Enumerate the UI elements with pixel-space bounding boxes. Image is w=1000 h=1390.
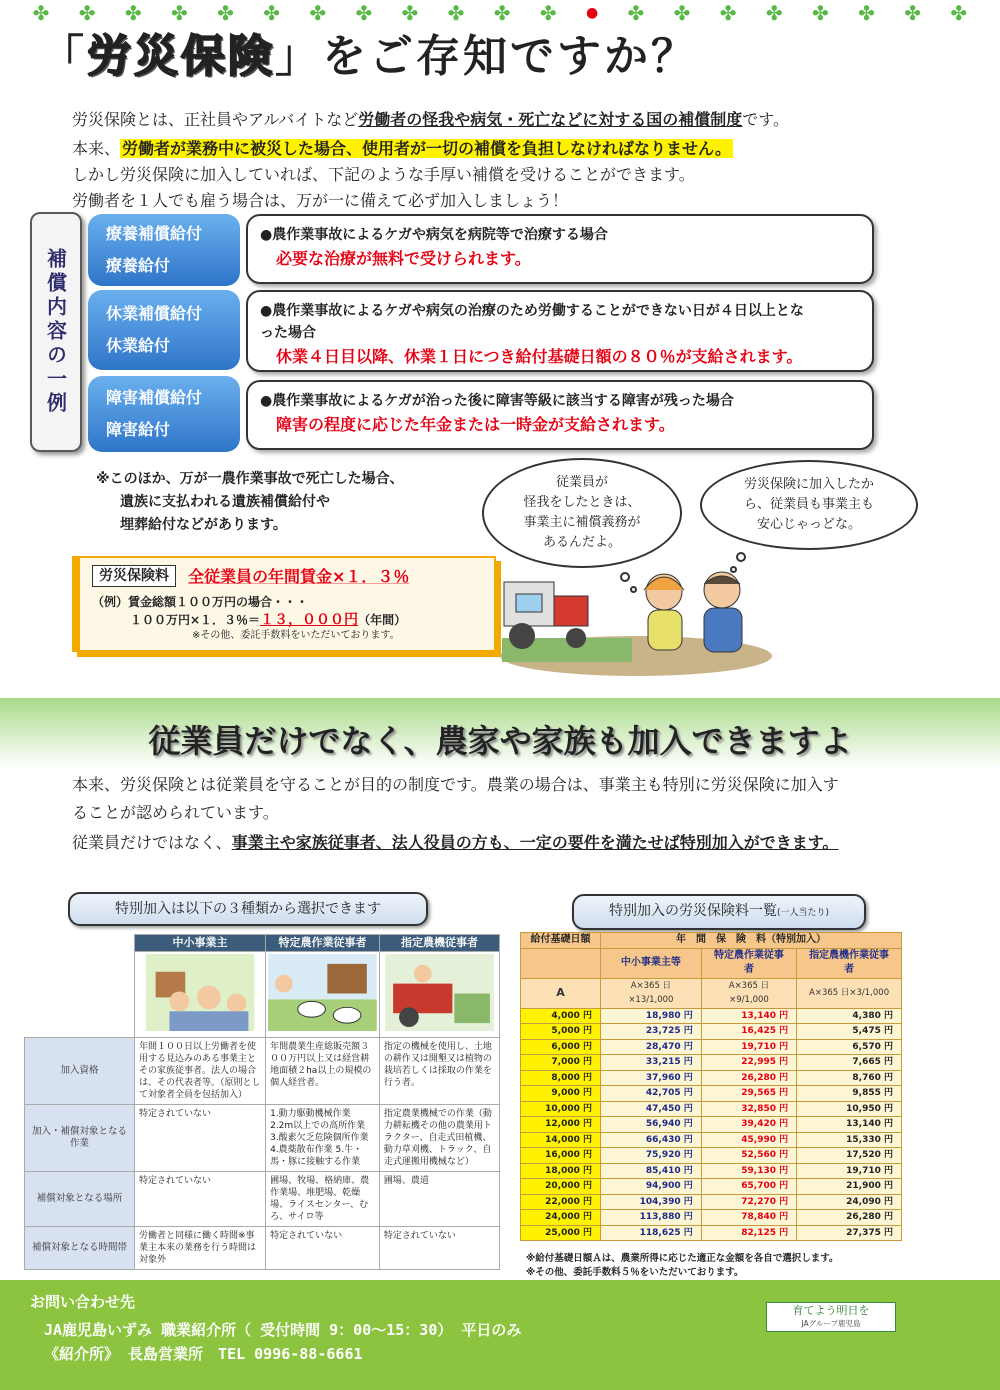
- table-cell: 労働者と同様に働く時間※事業主本来の業務を行う時間は対象外: [135, 1227, 266, 1270]
- table-cell: 5,475 円: [797, 1024, 902, 1040]
- ja-logo: 育てよう明日を JAグループ鹿児島: [766, 1302, 896, 1332]
- clover-icon: ✤: [719, 1, 737, 25]
- table-row: [521, 1132, 902, 1148]
- table-cell: 12,000 円: [521, 1117, 601, 1133]
- table-cell: 33,215 円: [601, 1055, 702, 1071]
- table-cell: 42,705 円: [601, 1086, 702, 1102]
- table-cell: 118,625 円: [601, 1225, 702, 1241]
- contact-line-1: JA鹿児島いずみ 職業紹介所（ 受付時間 9：00～15：30） 平日のみ: [44, 1321, 522, 1339]
- clover-icon: ✤: [904, 1, 921, 25]
- table-cell: 年間１００日以上労働者を使用する見込みのある事業主とその家族従事者。法人の場合は、その代表者等。（原則として対象者全員を包括加入）: [135, 1038, 266, 1105]
- premium-rate-table: [520, 932, 902, 1241]
- table-cell: 17,520 円: [797, 1148, 902, 1164]
- intro-line-2: 本来、 労働者が業務中に被災した場合、使用者が一切の補償を負担しなければなりません。: [72, 139, 731, 158]
- table-cell: 26,280 円: [701, 1070, 796, 1086]
- table-cell: 45,990 円: [701, 1132, 796, 1148]
- clover-icon: ✤: [32, 1, 50, 25]
- formula-header: A×365 日×9/1,000: [701, 978, 796, 1008]
- clover-icon: ✤: [401, 1, 419, 25]
- table-cell: 82,125 円: [701, 1225, 796, 1241]
- table-cell: 特定されていない: [379, 1227, 499, 1270]
- benefit-box-leave: ●農作業事故によるケガや病気の治療のため労働することができない日が４日以上とな った場合 休業４日目以降、休業１日につき給付基礎日額の８０％が支給されます。: [246, 290, 874, 372]
- table-cell: 113,880 円: [601, 1210, 702, 1226]
- table-cell: 年間農業生産総販売額３００万円以上又は経営耕地面積２ha以上の規模の個人経営者。: [266, 1038, 380, 1105]
- table-cell: 特定されていない: [135, 1105, 266, 1172]
- table-cell: 56,940 円: [601, 1117, 702, 1133]
- header-annual-premium: 年 間 保 険 料（特別加入）: [601, 933, 902, 949]
- table-cell: 14,000 円: [521, 1132, 601, 1148]
- table-cell: 47,450 円: [601, 1101, 702, 1117]
- ladybug-icon: ●: [585, 5, 599, 21]
- table-cell: 19,710 円: [797, 1163, 902, 1179]
- table-cell: 特定されていない: [135, 1172, 266, 1227]
- clover-icon: ✤: [124, 1, 142, 25]
- table-cell: 20,000 円: [521, 1179, 601, 1195]
- intro-line-1: 労災保険とは、正社員やアルバイトなど労働者の怪我や病気・死亡などに対する国の補償制度です。: [72, 110, 789, 129]
- table-cell: 5,000 円: [521, 1024, 601, 1040]
- clover-icon: ✤: [355, 1, 373, 25]
- benefit-label-disability: 障害補償給付 障害給付: [88, 376, 240, 452]
- woman-farmer-icon: [644, 574, 684, 650]
- table-row: [521, 1086, 902, 1102]
- table-cell: 24,090 円: [797, 1194, 902, 1210]
- table-cell: 18,000 円: [521, 1163, 601, 1179]
- benefit-label-medical: 療養補償給付 療養給付: [88, 214, 240, 286]
- table-cell: 圃場、牧場、格納庫、農作業場、堆肥場、乾燥場、ライスセンター、むろ、サイロ等: [266, 1172, 380, 1227]
- column-header: 特定農作業従事者: [701, 948, 796, 978]
- contact-title: お問い合わせ先: [30, 1293, 136, 1311]
- table-cell: 15,330 円: [797, 1132, 902, 1148]
- header-a: A: [521, 978, 601, 1008]
- row-header: 補償対象となる場所: [25, 1172, 135, 1227]
- table-cell: 75,920 円: [601, 1148, 702, 1164]
- clover-icon: ✤: [627, 1, 645, 25]
- clover-icon: ✤: [950, 1, 968, 25]
- table-row: [521, 1179, 902, 1195]
- premium-formula: 全従業員の年間賃金×１．３％: [188, 567, 410, 586]
- premium-box: [72, 556, 496, 652]
- table-cell: 4,000 円: [521, 1008, 601, 1024]
- contact-line-2: 《紹介所》 長島営業所 TEL 0996-88-6661: [44, 1345, 363, 1363]
- table-cell: 7,665 円: [797, 1055, 902, 1071]
- title-highlight: 労災保険: [87, 31, 275, 82]
- table-cell: 19,710 円: [701, 1039, 796, 1055]
- table-cell: 22,000 円: [521, 1194, 601, 1210]
- benefits-side-label: 補償内容の一例: [30, 212, 82, 452]
- premium-table-notes: ※給付基礎日額Ａは、農業所得に応じた適正な金額を各自で選択します。 ※その他、委託手数料５％をいただいております。: [526, 1253, 839, 1278]
- table-cell: 28,470 円: [601, 1039, 702, 1055]
- table-cell: 1.動力駆動機械作業 2.2m以上での高所作業 3.酸素欠乏危険個所作業 4.農薬散布作業 5.牛・馬・豚に接触する作業: [266, 1105, 380, 1172]
- clover-icon: ✤: [447, 1, 465, 25]
- man-farmer-icon: [704, 572, 742, 652]
- table-cell: 6,570 円: [797, 1039, 902, 1055]
- speech-bubble-right: 労災保険に加入したか ら、従業員も事業主も 安心じゃっどな。: [700, 460, 918, 550]
- table-cell: 9,000 円: [521, 1086, 601, 1102]
- table-row: [521, 1055, 902, 1071]
- row-header: 加入資格: [25, 1038, 135, 1105]
- clover-icon: ✤: [493, 1, 511, 25]
- section2-line-2: ることが認められています。: [72, 803, 279, 822]
- clover-icon: ✤: [539, 1, 557, 25]
- header-base-amount: 給付基礎日額: [521, 933, 601, 949]
- table-cell: 6,000 円: [521, 1039, 601, 1055]
- table-cell: 4,380 円: [797, 1008, 902, 1024]
- premium-example-1: （例）賃金総額１００万円の場合・・・: [92, 595, 309, 609]
- table-row: [521, 1194, 902, 1210]
- column-header: 指定農機従事者: [379, 935, 499, 952]
- clover-icon: ✤: [217, 1, 234, 25]
- illustration-farm-worker: [266, 952, 380, 1038]
- speech-bubble-left: 従業員が 怪我をしたときは、 事業主に補償義務が あるんだよ。: [482, 458, 682, 568]
- table-cell: 9,855 円: [797, 1086, 902, 1102]
- column-header: 特定農作業従事者: [266, 935, 380, 952]
- column-header: 指定農機作業従事者: [797, 948, 902, 978]
- table-cell: 104,390 円: [601, 1194, 702, 1210]
- clover-icon: ✤: [811, 1, 829, 25]
- table-cell: 8,760 円: [797, 1070, 902, 1086]
- table-row: [521, 1117, 902, 1133]
- column-header: 中小事業主: [135, 935, 266, 952]
- table-cell: 7,000 円: [521, 1055, 601, 1071]
- table-cell: 37,960 円: [601, 1070, 702, 1086]
- table-cell: 10,000 円: [521, 1101, 601, 1117]
- table-cell: 特定されていない: [266, 1227, 380, 1270]
- section2-title: 従業員だけでなく、農家や家族も加入できますよ: [148, 722, 852, 760]
- formula-header: A×365 日×13/1,000: [601, 978, 702, 1008]
- section2-line-1: 本来、労災保険とは従業員を守ることが目的の制度です。農業の場合は、事業主も特別に労災保険に加入す: [72, 775, 839, 794]
- page-title: 「労災保険」をご存知ですか？: [40, 31, 698, 82]
- table-row: [521, 1039, 902, 1055]
- table-cell: 27,375 円: [797, 1225, 902, 1241]
- table-cell: 22,995 円: [701, 1055, 796, 1071]
- table-cell: 32,850 円: [701, 1101, 796, 1117]
- table-cell: 25,000 円: [521, 1225, 601, 1241]
- clover-icon: ✤: [858, 1, 875, 25]
- premium-table-heading: 特別加入の労災保険料一覧(一人当たり): [572, 894, 866, 930]
- table-row: [521, 1148, 902, 1164]
- clover-icon: ✤: [171, 1, 188, 25]
- premium-note: ※その他、委託手数料をいただいております。: [192, 630, 400, 641]
- clover-icon: ✤: [263, 1, 280, 25]
- table-cell: 指定農業機械での作業（動力耕耘機その他の農業用トラクター、自走式田植機、動力草刈機、トラック、自走式運搬用機械など）: [379, 1105, 499, 1172]
- premium-label: 労災保険料: [92, 565, 176, 587]
- farmers-illustration: [496, 560, 772, 678]
- table-cell: 65,700 円: [701, 1179, 796, 1195]
- illustration-machine-operator: [379, 952, 499, 1038]
- table-row: [521, 1008, 902, 1024]
- table-cell: 52,560 円: [701, 1148, 796, 1164]
- table-cell: 18,980 円: [601, 1008, 702, 1024]
- table-cell: 59,130 円: [701, 1163, 796, 1179]
- table-cell: 23,725 円: [601, 1024, 702, 1040]
- intro-line-4: 労働者を１人でも雇う場合は、万が一に備えて必ず加入しましょう！: [72, 191, 569, 210]
- clover-icon: ✤: [673, 1, 691, 25]
- table-cell: 78,840 円: [701, 1210, 796, 1226]
- section2-line-3: 従業員だけではなく、事業主や家族従事者、法人役員の方も、一定の要件を満たせば特別加入ができます。: [72, 833, 839, 852]
- formula-header: A×365 日×3/1,000: [797, 978, 902, 1008]
- table-cell: 13,140 円: [797, 1117, 902, 1133]
- table-cell: 16,000 円: [521, 1148, 601, 1164]
- table-row: [521, 1163, 902, 1179]
- table-row: [521, 1225, 902, 1241]
- benefit-label-leave: 休業補償給付 休業給付: [88, 290, 240, 370]
- table-cell: 21,900 円: [797, 1179, 902, 1195]
- death-benefit-note: ※このほか、万が一農作業事故で死亡した場合、 遺族に支払われる遺族補償給付や 埋葬給付などがあります。: [96, 471, 404, 533]
- clover-icon: ✤: [309, 1, 327, 25]
- table-cell: 10,950 円: [797, 1101, 902, 1117]
- table-row: [521, 1070, 902, 1086]
- clover-icon: ✤: [78, 1, 96, 25]
- row-header: 加入・補償対象となる作業: [25, 1105, 135, 1172]
- special-types-table: [24, 934, 500, 1270]
- clover-icon: ✤: [765, 1, 783, 25]
- table-cell: 8,000 円: [521, 1070, 601, 1086]
- table-row: [521, 1101, 902, 1117]
- table-cell: 66,430 円: [601, 1132, 702, 1148]
- table-cell: 85,410 円: [601, 1163, 702, 1179]
- premium-example-2: １００万円×１．３％＝１３，０００円（年間）: [130, 612, 407, 628]
- table-cell: 26,280 円: [797, 1210, 902, 1226]
- table-cell: 72,270 円: [701, 1194, 796, 1210]
- table-cell: 39,420 円: [701, 1117, 796, 1133]
- footer: [0, 1280, 1000, 1390]
- column-header: 中小事業主等: [601, 948, 702, 978]
- table-row: [521, 1210, 902, 1226]
- table-cell: 24,000 円: [521, 1210, 601, 1226]
- table-cell: 圃場、農道: [379, 1172, 499, 1227]
- benefit-box-disability: ●農作業事故によるケガが治った後に障害等級に該当する障害が残った場合 障害の程度に応じた年金または一時金が支給されます。: [246, 380, 874, 450]
- table-cell: 94,900 円: [601, 1179, 702, 1195]
- table-cell: 指定の機械を使用し、土地の耕作又は開墾又は植物の栽培若しくは採取の作業を行う者。: [379, 1038, 499, 1105]
- illustration-business-owner: [135, 952, 266, 1038]
- benefit-box-medical: ●農作業事故によるケガや病気を病院等で治療する場合 必要な治療が無料で受けられます。: [246, 214, 874, 284]
- intro-line-3: しかし労災保険に加入していれば、下記のような手厚い補償を受けることができます。: [72, 165, 695, 184]
- row-header: 補償対象となる時間帯: [25, 1227, 135, 1270]
- table-row: [521, 1024, 902, 1040]
- table-cell: 29,565 円: [701, 1086, 796, 1102]
- special-types-heading: 特別加入は以下の３種類から選択できます: [68, 892, 428, 926]
- table-cell: 13,140 円: [701, 1008, 796, 1024]
- table-cell: 16,425 円: [701, 1024, 796, 1040]
